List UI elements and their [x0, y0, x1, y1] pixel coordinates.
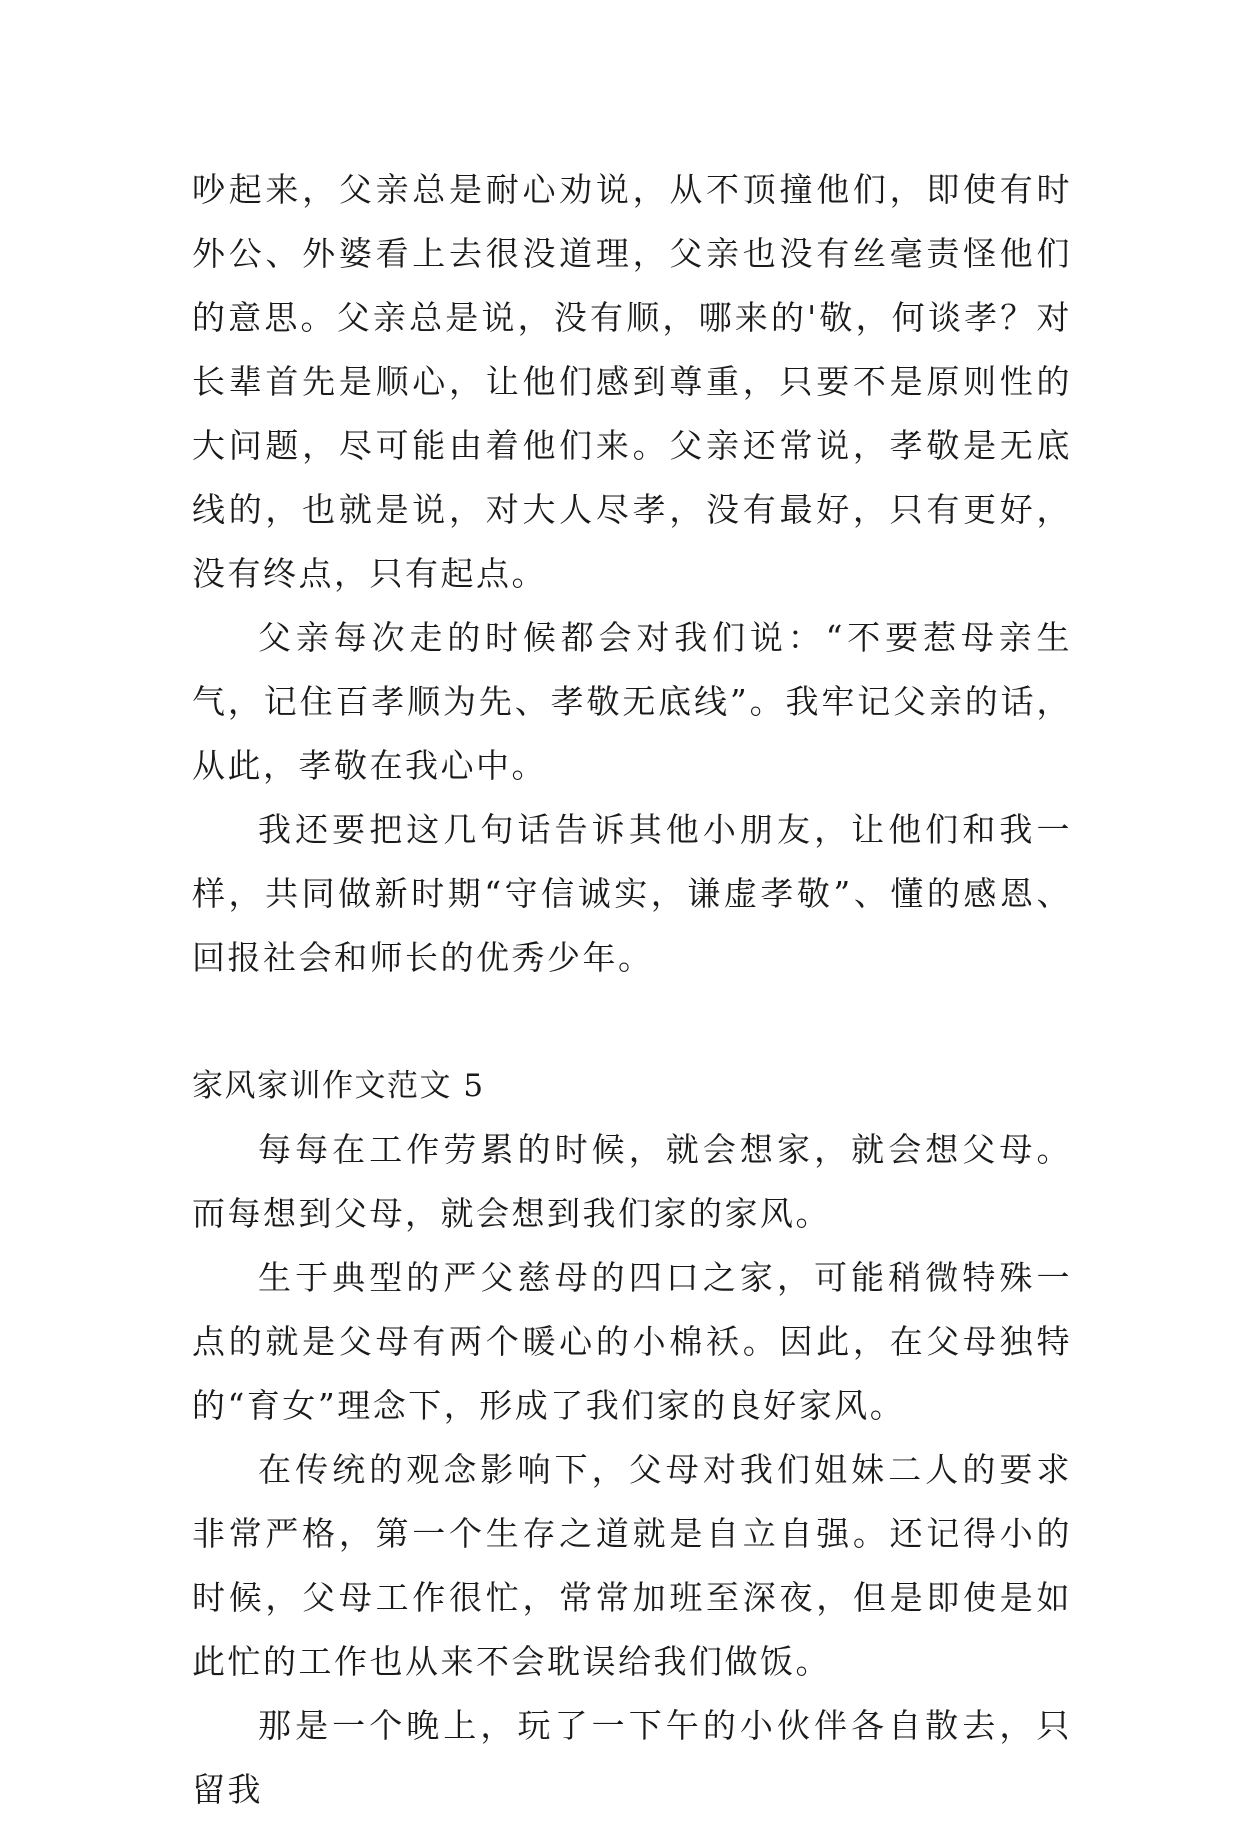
document-body	[192, 158, 1072, 1822]
paragraph-1: 吵起来，父亲总是耐心劝说，从不顶撞他们，即使有时外公、外婆看上去很没道理，父亲也没有丝毫责怪他们的意思。父亲总是说，没有顺，哪来的'敬，何谈孝？对长辈首先是顺心，让他们感到尊重，只要不是原则性的大问题，尽可能由着他们来。父亲还常说，孝敬是无底线的，也就是说，对大人尽孝，没有最好，只有更好，没有终点，只有起点。	[192, 170, 1072, 593]
paragraph-6: 在传统的观念影响下，父母对我们姐妹二人的要求非常严格，第一个生存之道就是自立自强。还记得小的时候，父母工作很忙，常常加班至深夜，但是即使是如此忙的工作也从来不会耽误给我们做饭。	[192, 1450, 1072, 1681]
paragraph-3: 我还要把这几句话告诉其他小朋友，让他们和我一样，共同做新时期“守信诚实，谦虚孝敬”、懂的感恩、回报社会和师长的优秀少年。	[192, 810, 1072, 977]
section-heading: 家风家训作文范文 5	[192, 1068, 485, 1104]
paragraph-4: 每每在工作劳累的时候，就会想家，就会想父母。而每想到父母，就会想到我们家的家风。	[192, 1130, 1072, 1233]
paragraph-7: 那是一个晚上，玩了一下午的小伙伴各自散去，只留我	[192, 1706, 1072, 1809]
paragraph-5: 生于典型的严父慈母的四口之家，可能稍微特殊一点的就是父母有两个暖心的小棉袄。因此，在父母独特的“育女”理念下，形成了我们家的良好家风。	[192, 1258, 1072, 1425]
paragraph-2: 父亲每次走的时候都会对我们说：“不要惹母亲生气，记住百孝顺为先、孝敬无底线”。我牢记父亲的话，从此，孝敬在我心中。	[192, 618, 1072, 785]
section-spacer	[192, 990, 1072, 1054]
